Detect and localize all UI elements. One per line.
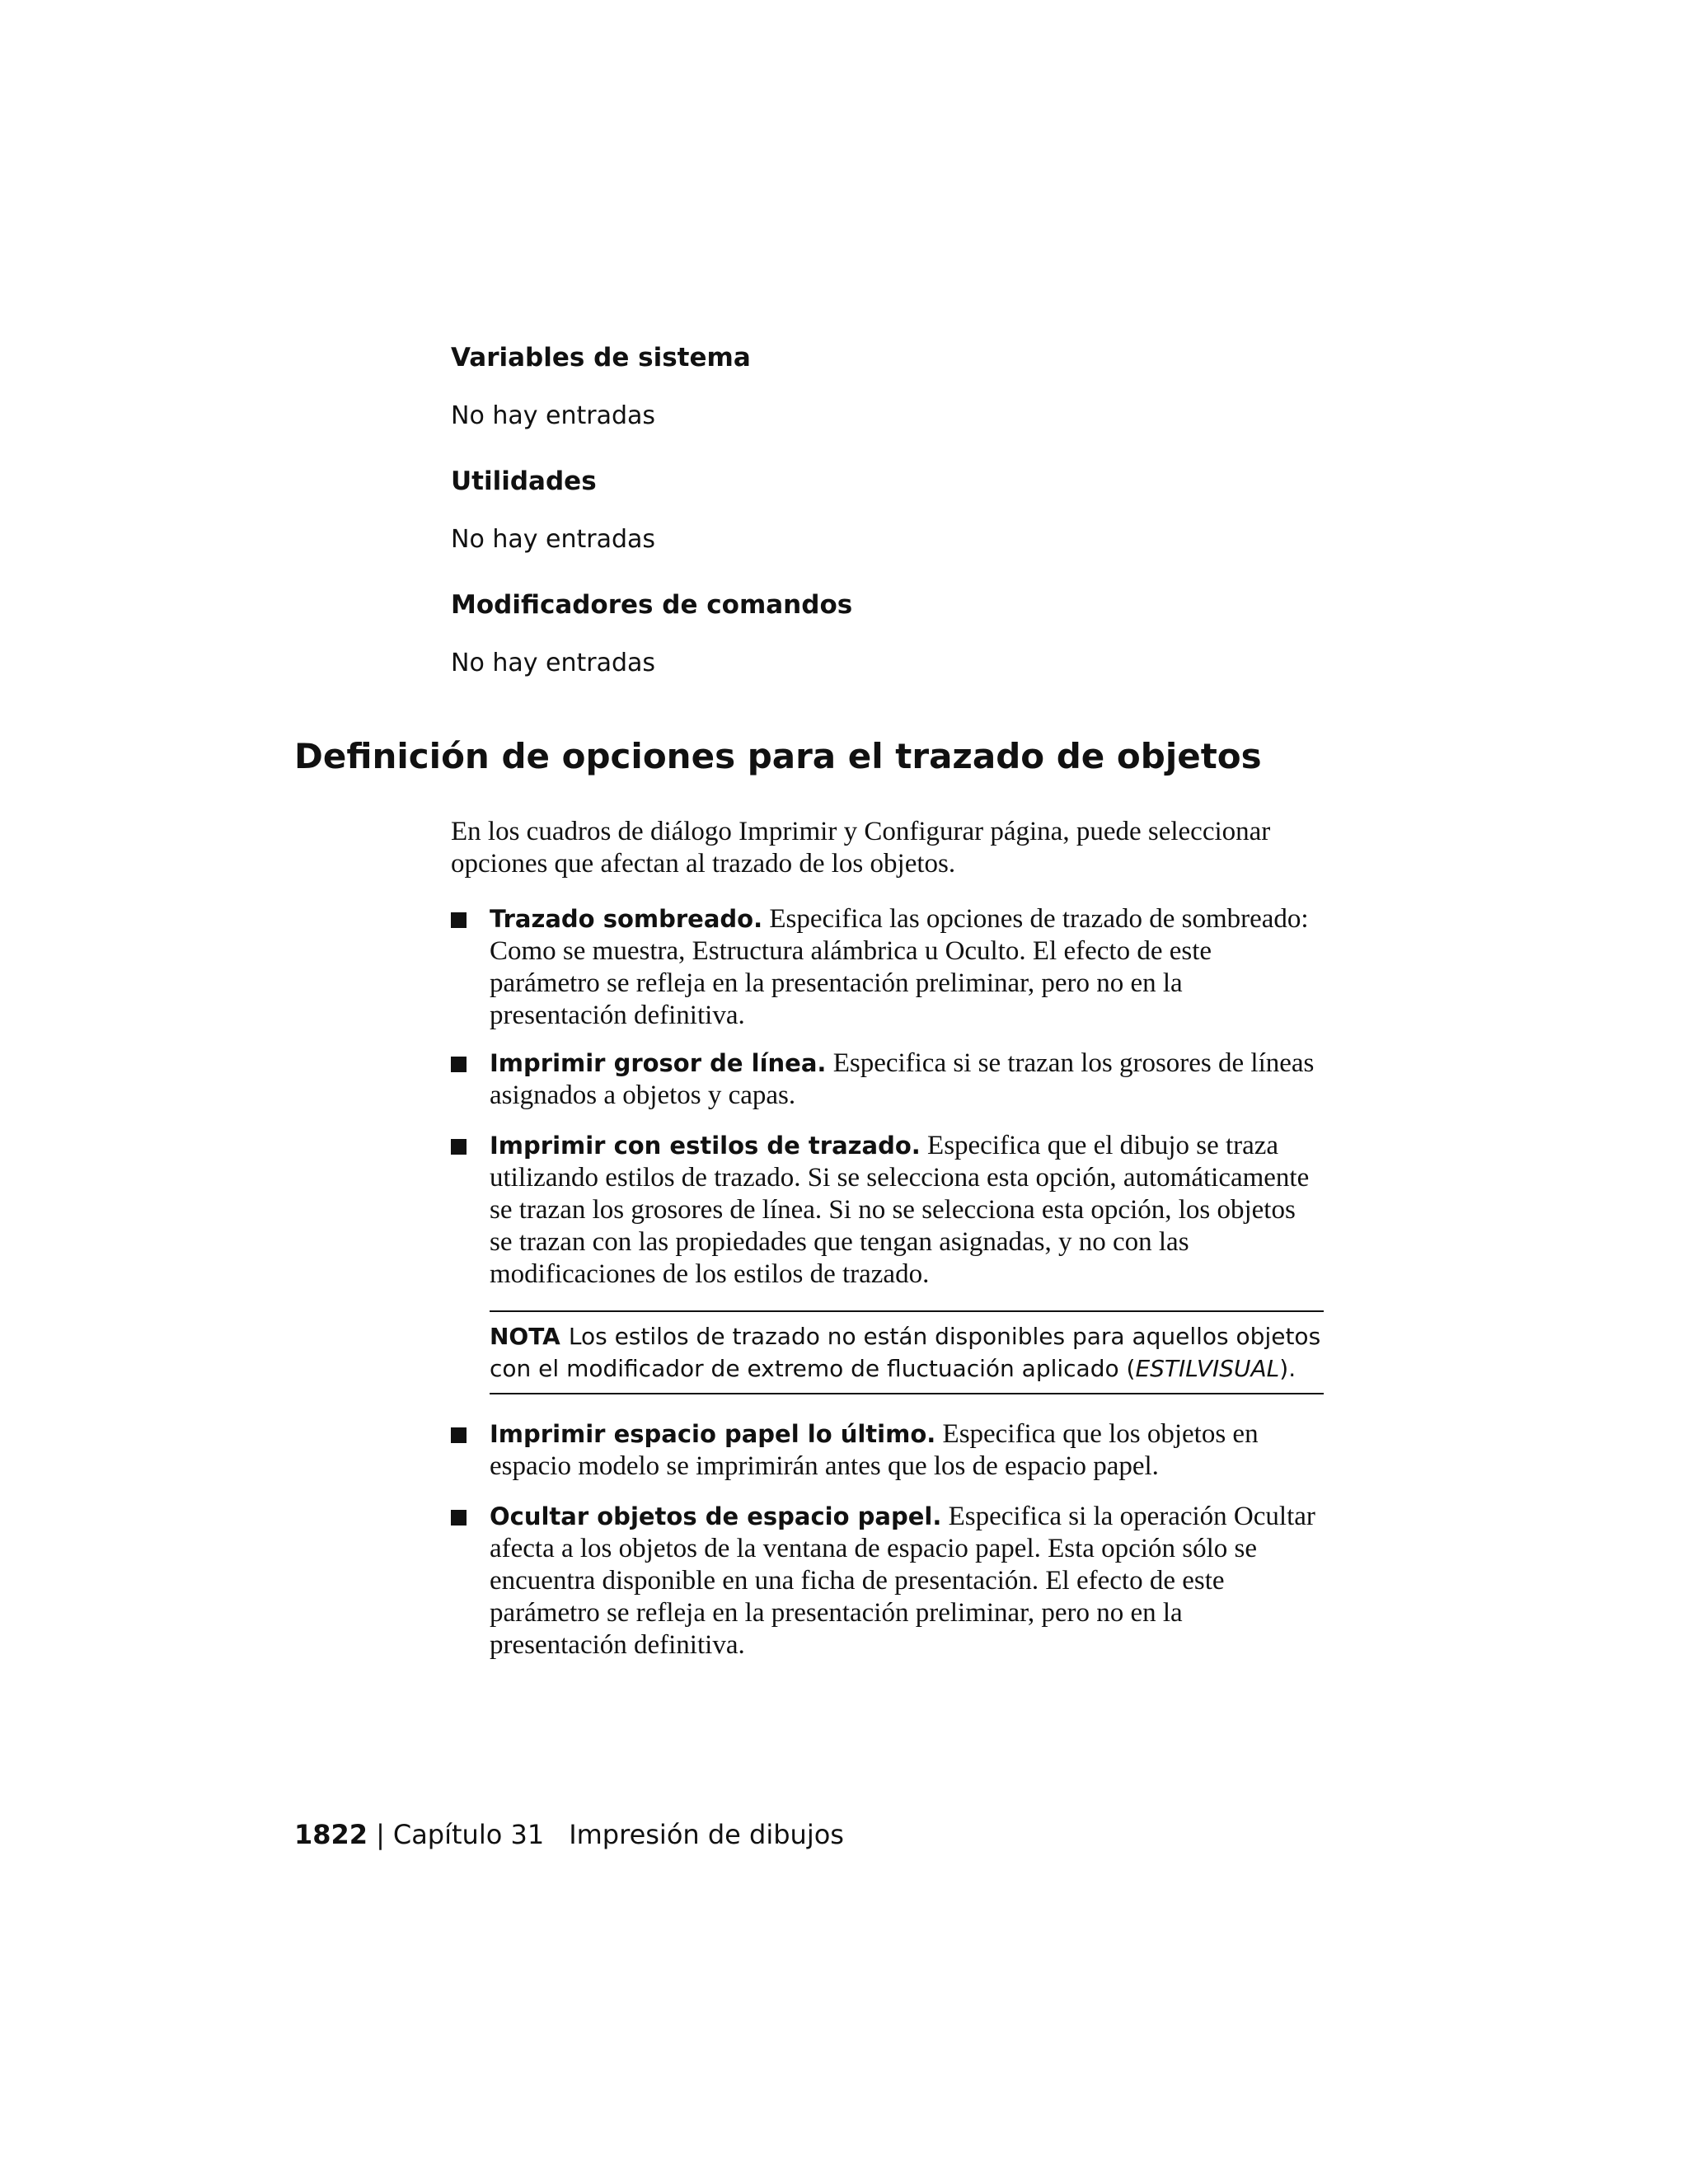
bullet-description: Especifica que el dibujo se traza utilizando estilos de trazado. Si se selecciona esta opción, automáticamente se trazan los grosores de línea. Si no se selecciona esta opción, los objetos se trazan con las propiedades que tengan asignadas, y no con las modificaciones de los estilos de trazado.	[490, 1131, 1310, 1289]
footer-chapter-title: Impresión de dibujos	[569, 1819, 844, 1850]
bullet-text	[490, 1418, 1325, 1483]
note-box	[490, 1310, 1324, 1394]
bullet-item-plot-paperspace-last	[451, 1418, 1325, 1483]
bullet-text	[490, 1130, 1325, 1291]
subsection-body-command-modifiers: No hay entradas	[451, 649, 656, 677]
footer-chapter: Capítulo 31	[392, 1819, 545, 1850]
section-intro: En los cuadros de diálogo Imprimir y Configurar página, puede seleccionar opciones que afectan al trazado de los objetos.	[451, 817, 1271, 879]
bullet-term: Trazado sombreado.	[490, 905, 763, 933]
page-number: 1822	[294, 1819, 368, 1850]
subsection-heading-system-variables: Variables de sistema	[451, 343, 751, 373]
bullet-item-plot-with-plot-styles	[451, 1130, 1325, 1291]
bullet-description: Especifica que los objetos en espacio modelo se imprimirán antes que los de espacio papel.	[490, 1419, 1259, 1481]
bullet-description: Especifica si se trazan los grosores de líneas asignados a objetos y capas.	[490, 1048, 1315, 1110]
bullet-term: Ocultar objetos de espacio papel.	[490, 1502, 942, 1530]
note-text-before: Los estilos de trazado no están disponibles para aquellos objetos con el modificador de extremo de fluctuación aplicado (	[490, 1323, 1321, 1382]
bullet-text	[490, 903, 1325, 1032]
subsection-heading-command-modifiers: Modificadores de comandos	[451, 590, 853, 620]
bullet-description: Especifica las opciones de trazado de sombreado: Como se muestra, Estructura alámbrica u Oculto. El efecto de este parámetro se refleja en la presentación preliminar, pero no en la presentación definitiva.	[490, 904, 1309, 1030]
page-footer	[294, 1818, 844, 1851]
bullet-text	[490, 1501, 1325, 1661]
bullet-square-icon	[451, 1510, 467, 1526]
note-label: NOTA	[490, 1323, 560, 1350]
subsection-body-system-variables: No hay entradas	[451, 401, 656, 430]
bullet-item-shaded-plot	[451, 903, 1325, 1032]
bullet-item-hide-paperspace-objects	[451, 1501, 1325, 1661]
bullet-square-icon	[451, 912, 467, 928]
subsection-heading-utilities: Utilidades	[451, 466, 597, 496]
subsection-body-utilities: No hay entradas	[451, 525, 656, 554]
note-emphasis: ESTILVISUAL	[1135, 1355, 1280, 1382]
bullet-square-icon	[451, 1427, 467, 1443]
bullet-term: Imprimir con estilos de trazado.	[490, 1132, 921, 1160]
bullet-item-plot-lineweight	[451, 1047, 1325, 1112]
section-title: Definición de opciones para el trazado de objetos	[294, 736, 1262, 776]
bullet-text	[490, 1047, 1325, 1112]
bullet-square-icon	[451, 1057, 467, 1072]
note-text-after: ).	[1279, 1355, 1296, 1382]
footer-separator: |	[376, 1819, 385, 1850]
bullet-term: Imprimir espacio papel lo último.	[490, 1420, 936, 1448]
bullet-description: Especifica si la operación Ocultar afecta a los objetos de la ventana de espacio papel. Esta opción sólo se encuentra disponible en una ficha de presentación. El efecto de este parámetro se refleja en la presentación preliminar, pero no en la presentación definitiva.	[490, 1502, 1315, 1660]
bullet-term: Imprimir grosor de línea.	[490, 1049, 827, 1077]
bullet-square-icon	[451, 1139, 467, 1155]
